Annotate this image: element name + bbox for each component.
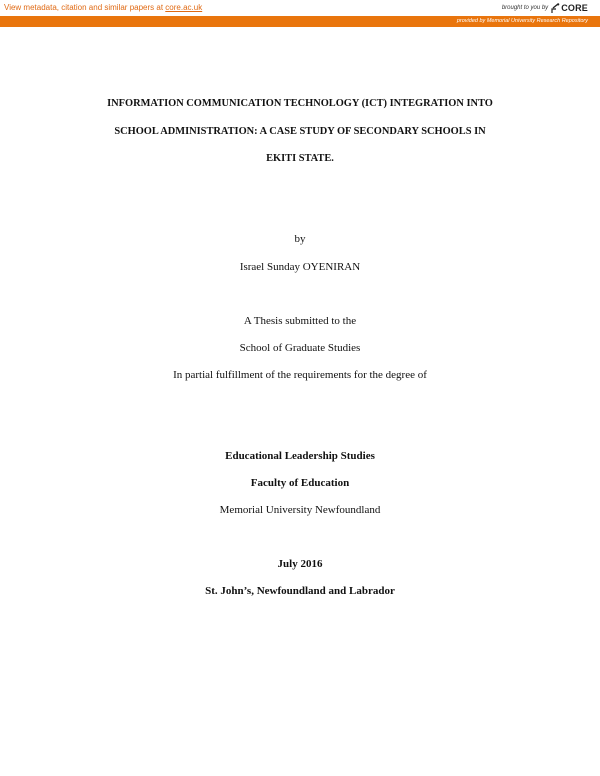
core-metadata-link[interactable] [4,3,202,12]
by-label: by [294,233,306,245]
core-metadata-prefix: View metadata, citation and similar papers at [4,3,166,12]
core-header [0,0,600,16]
core-logo [551,3,588,14]
core-brand[interactable] [502,2,588,14]
submission-location: St. John’s, Newfoundland and Labrador [205,585,395,597]
thesis-title-line-2: SCHOOL ADMINISTRATION: A CASE STUDY OF SECONDARY SCHOOLS IN [114,126,486,137]
core-logo-text: CORE [561,3,588,13]
program-name: Educational Leadership Studies [225,450,375,462]
faculty-name: Faculty of Education [250,477,350,489]
core-provider-bar [0,16,600,27]
thesis-title-line-3: EKITI STATE. [266,153,334,164]
university-name: Memorial University Newfoundland [219,504,381,516]
submission-date: July 2016 [277,558,323,570]
submission-line-3: In partial fulfillment of the requirements for the degree of [173,369,427,381]
thesis-title-line-1: INFORMATION COMMUNICATION TECHNOLOGY (ICT) INTEGRATION INTO [107,98,493,109]
core-domain-link[interactable]: core.ac.uk [165,3,203,12]
submission-line-2: School of Graduate Studies [239,342,361,354]
author-name: Israel Sunday OYENIRAN [239,261,361,273]
brought-to-you-by: brought to you by [501,5,549,11]
core-logo-icon [551,3,560,14]
provided-by-text: provided by Memorial University Research Repository [456,18,588,24]
submission-line-1: A Thesis submitted to the [243,315,357,327]
